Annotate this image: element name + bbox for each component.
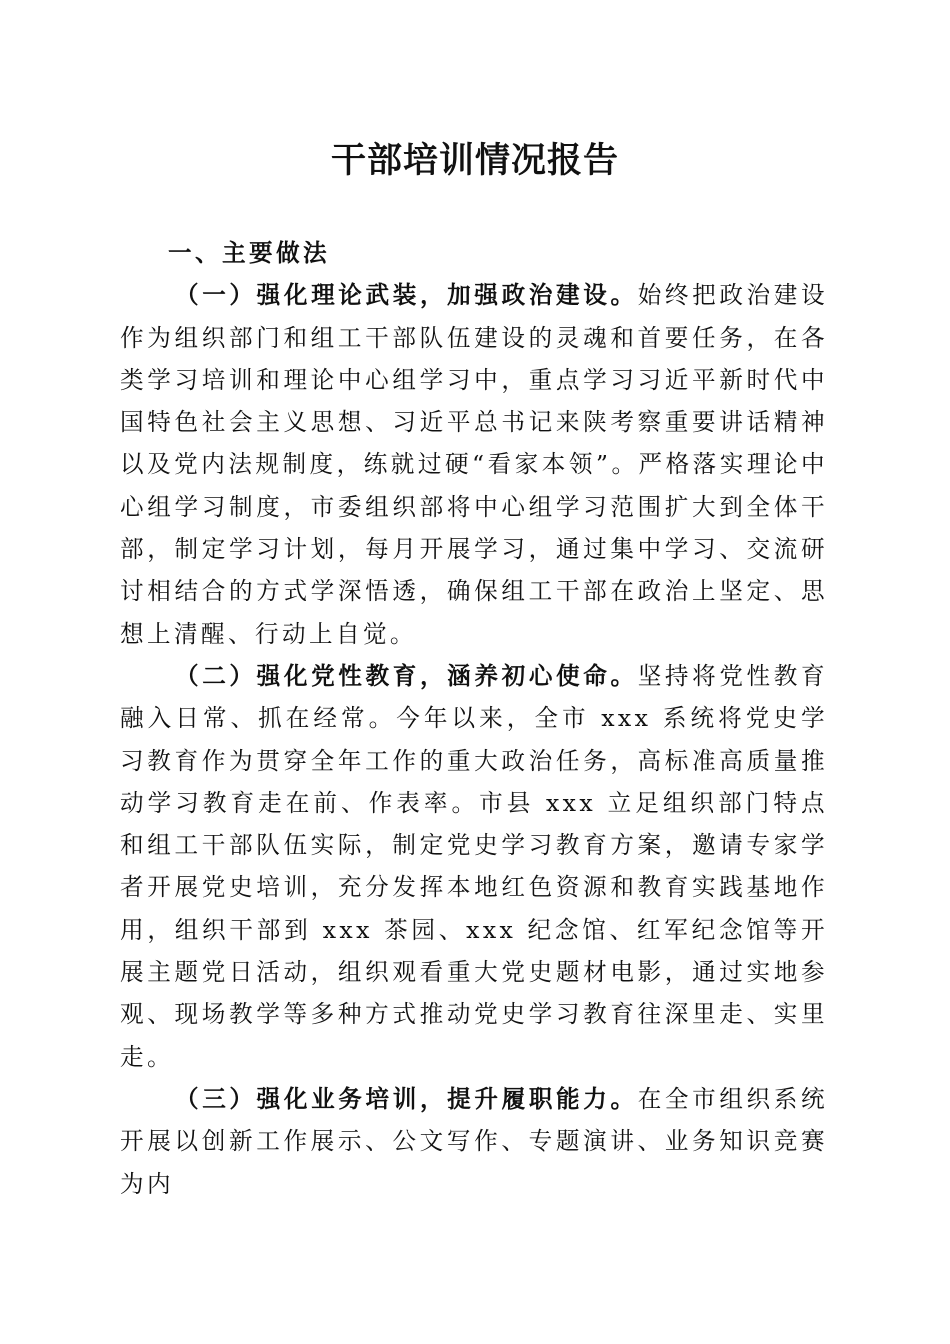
paragraph-2 [120,655,828,1078]
paragraph-3-lead: （三）强化业务培训，提升履职能力。 [175,1084,638,1113]
paragraph-3 [120,1078,828,1205]
section-heading: 一、主要做法 [168,239,330,267]
document-title: 干部培训情况报告 [330,140,619,181]
paragraph-2-text: 坚持将党性教育融入日常、抓在经常。今年以来，全市 xxx 系统将党史学习教育作为贯穿全年工作的重大政治任务，高标准高质量推动学习教育走在前、作表率。市县 xxx 立足组织部门特点和组工干部队伍实际，制定党史学习教育方案，邀请专家学者开展党史培训，充分发挥本地红色资源和教育实践基地作用，组织干部到 xxx 茶园、xxx 纪念馆、红军纪念馆等开展主题党日活动，组织观看重大党史题材电影，通过实地参观、现场教学等多种方式推动党史学习教育往深里走、实里走。 [120,661,828,1071]
paragraph-1-lead: （一）强化理论武装，加强政治建设。 [175,281,638,310]
paragraph-1-text: 始终把政治建设作为组织部门和组工干部队伍建设的灵魂和首要任务，在各类学习培训和理论中心组学习中，重点学习习近平新时代中国特色社会主义思想、习近平总书记来陕考察重要讲话精神以及党内法规制度，练就过硬“看家本领”。严格落实理论中心组学习制度，市委组织部将中心组学习范围扩大到全体干部，制定学习计划，每月开展学习，通过集中学习、交流研讨相结合的方式学深悟透，确保组工干部在政治上坚定、思想上清醒、行动上自觉。 [120,281,828,648]
paragraph-2-lead: （二）强化党性教育，涵养初心使命。 [175,661,638,690]
document-body [120,232,828,1205]
paragraph-1 [120,274,828,655]
paragraph-3-text: 在全市组织系统开展以创新工作展示、公文写作、专题演讲、业务知识竞赛为内 [120,1084,828,1198]
